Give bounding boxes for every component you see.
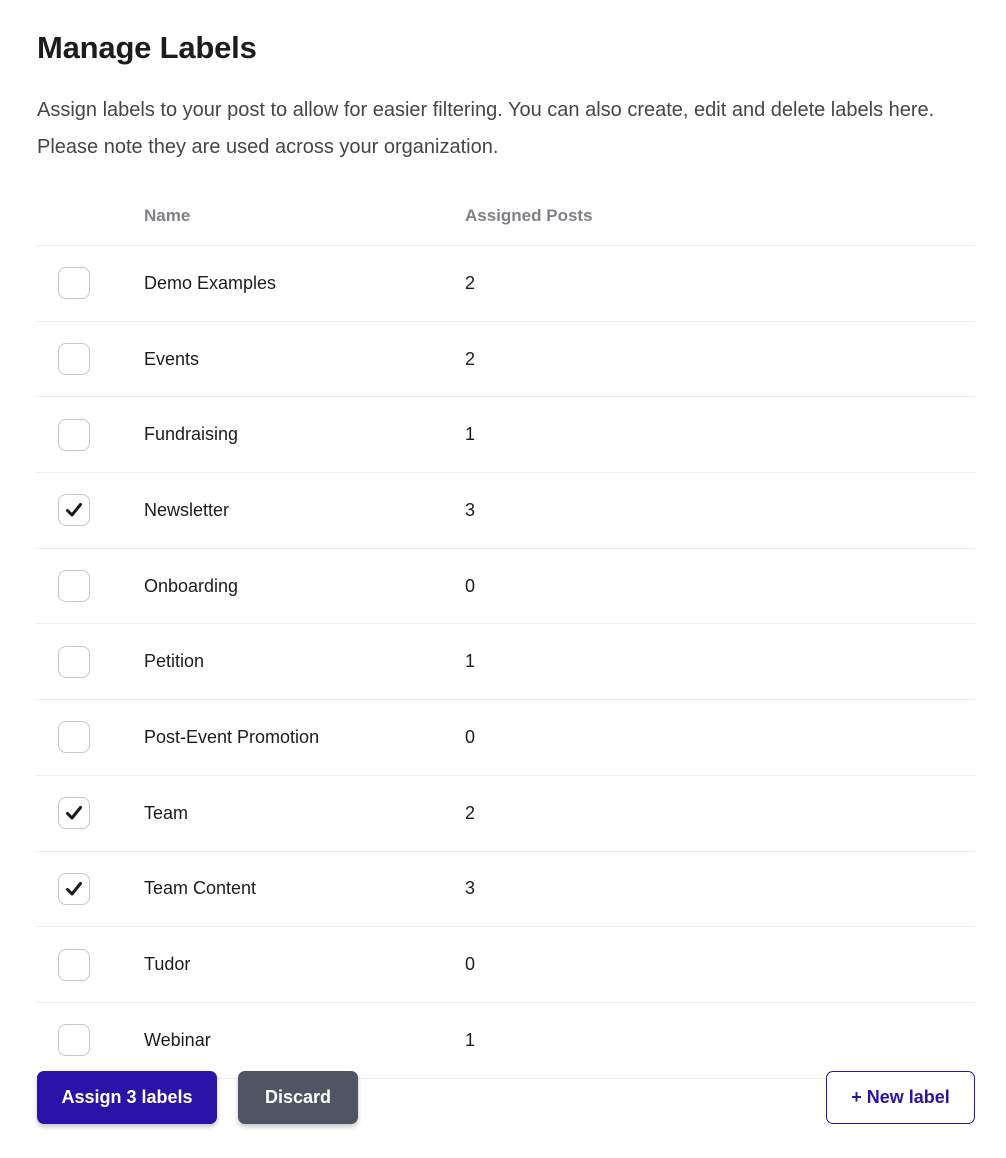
row-checkbox-cell [37,646,144,678]
assigned-posts-count: 2 [465,348,476,369]
label-name: Tudor [144,954,191,975]
row-checkbox-cell [37,873,144,905]
assigned-posts-count: 0 [465,954,476,975]
label-name: Demo Examples [144,272,277,293]
table-row[interactable] [37,1003,975,1079]
label-name: Post-Event Promotion [144,726,320,747]
assigned-posts-count: 3 [465,499,476,520]
label-checkbox[interactable] [58,949,90,981]
table-row[interactable] [37,624,975,700]
table-row[interactable] [37,473,975,549]
assigned-posts-count: 2 [465,802,476,823]
new-label-button[interactable]: + New label [826,1071,975,1124]
page-description: Assign labels to your post to allow for easier filtering. You can also create, edit and delete labels here. Please note they are used across your organization. [37,99,935,158]
label-checkbox[interactable] [58,570,90,602]
table-row[interactable] [37,927,975,1003]
label-name: Events [144,348,200,369]
assigned-posts-count: 2 [465,272,476,293]
labels-table[interactable] [37,186,975,1050]
assign-labels-button[interactable]: Assign 3 labels [37,1071,217,1124]
row-checkbox-cell [37,949,144,981]
label-name: Onboarding [144,575,239,596]
table-body [37,246,975,1079]
checkmark-icon [64,500,84,520]
row-checkbox-cell [37,797,144,829]
checkmark-icon [64,879,84,899]
table-row[interactable] [37,246,975,322]
table-row[interactable] [37,852,975,928]
assigned-posts-count: 0 [465,726,476,747]
assigned-posts-count: 0 [465,575,476,596]
table-row[interactable] [37,322,975,398]
row-checkbox-cell [37,570,144,602]
column-header-name: Name [144,205,191,225]
page-title: Manage Labels [37,30,257,65]
table-row[interactable] [37,700,975,776]
label-checkbox[interactable] [58,646,90,678]
row-checkbox-cell [37,419,144,451]
label-name: Webinar [144,1029,211,1050]
label-checkbox[interactable] [58,797,90,829]
row-checkbox-cell [37,343,144,375]
row-checkbox-cell [37,267,144,299]
label-name: Petition [144,651,205,672]
assigned-posts-count: 3 [465,878,476,899]
table-row[interactable] [37,397,975,473]
discard-button[interactable]: Discard [238,1071,358,1124]
label-checkbox[interactable] [58,721,90,753]
label-name: Fundraising [144,424,239,445]
assigned-posts-count: 1 [465,651,476,672]
column-header-assigned-posts: Assigned Posts [465,205,593,225]
table-row[interactable] [37,549,975,625]
label-checkbox[interactable] [58,267,90,299]
label-checkbox[interactable] [58,419,90,451]
label-checkbox[interactable] [58,494,90,526]
table-row[interactable] [37,776,975,852]
table-header [37,186,975,246]
assigned-posts-count: 1 [465,1029,476,1050]
label-checkbox[interactable] [58,1024,90,1056]
assigned-posts-count: 1 [465,424,476,445]
label-name: Team [144,802,189,823]
row-checkbox-cell [37,721,144,753]
label-checkbox[interactable] [58,343,90,375]
row-checkbox-cell [37,494,144,526]
row-checkbox-cell [37,1024,144,1056]
label-name: Team Content [144,878,257,899]
label-checkbox[interactable] [58,873,90,905]
checkmark-icon [64,803,84,823]
label-name: Newsletter [144,499,230,520]
